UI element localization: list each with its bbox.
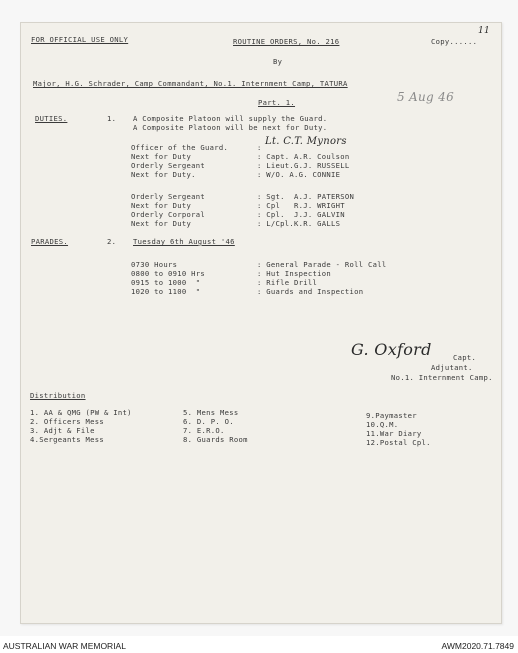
- parades-heading: PARADES.: [31, 237, 69, 246]
- parade-time: 0915 to 1000 ": [131, 278, 201, 287]
- parade-activity: : Hut Inspection: [257, 269, 332, 278]
- duty-role: Orderly Sergeant: [131, 161, 206, 170]
- by-label: By: [273, 57, 283, 66]
- distribution-item: 2. Officers Mess: [30, 417, 105, 426]
- parade-time: 0800 to 0910 Hrs: [131, 269, 206, 278]
- parade-activity: : Rifle Drill: [257, 278, 318, 287]
- duty-role: Next for Duty: [131, 201, 192, 210]
- duty-name: : Lieut.G.J. RUSSELL: [257, 161, 350, 170]
- distribution-item: 8. Guards Room: [183, 435, 248, 444]
- duty-role: Officer of the Guard.: [131, 143, 229, 152]
- distribution-item: 9.Paymaster: [366, 411, 417, 420]
- duty-role: Orderly Sergeant: [131, 192, 206, 201]
- distribution-item: 6. D. P. O.: [183, 417, 234, 426]
- parades-number: 2.: [107, 237, 117, 246]
- handwritten-officer: Lt. C.T. Mynors: [265, 136, 347, 147]
- distribution-heading: Distribution: [30, 391, 86, 400]
- parade-activity: : Guards and Inspection: [257, 287, 364, 296]
- handwritten-date: 5 Aug 46: [397, 90, 455, 104]
- duty-role: Next for Duty: [131, 152, 192, 161]
- duty-name: : L/Cpl.K.R. GALLS: [257, 219, 341, 228]
- duty-name: : Sgt. A.J. PATERSON: [257, 192, 355, 201]
- signature: G. Oxford: [351, 340, 432, 359]
- footer-credit: AUSTRALIAN WAR MEMORIAL: [3, 641, 126, 651]
- duty-role: Next for Duty.: [131, 170, 196, 179]
- copy-label: Copy......: [431, 37, 478, 46]
- order-title: ROUTINE ORDERS, No. 216: [233, 37, 340, 46]
- duty-name: : W/O. A.G. CONNIE: [257, 170, 341, 179]
- distribution-item: 12.Postal Cpl.: [366, 438, 431, 447]
- duties-number: 1.: [107, 114, 117, 123]
- duty-role: Next for Duty: [131, 219, 192, 228]
- signature-title: Adjutant.: [431, 363, 473, 372]
- distribution-item: 7. E.R.O.: [183, 426, 225, 435]
- duty-role: Orderly Corporal: [131, 210, 206, 219]
- copy-number: 11: [478, 26, 491, 36]
- distribution-item: 10.Q.M.: [366, 420, 399, 429]
- signature-rank: Capt.: [453, 353, 477, 362]
- distribution-item: 1. AA & QMG (PW & Int): [30, 408, 132, 417]
- document-sheet: [20, 22, 502, 624]
- distribution-item: 4.Sergeants Mess: [30, 435, 105, 444]
- duty-name: :: [257, 143, 262, 152]
- duty-name: : Cpl R.J. WRIGHT: [257, 201, 345, 210]
- duties-text-line-2: A Composite Platoon will be next for Duty.: [133, 123, 328, 132]
- footer-bar: [0, 638, 518, 653]
- distribution-item: 11.War Diary: [366, 429, 422, 438]
- parade-activity: : General Parade - Roll Call: [257, 260, 387, 269]
- duty-name: : Capt. A.R. Coulson: [257, 152, 350, 161]
- duties-heading: DUTIES.: [35, 114, 68, 123]
- parades-date: Tuesday 6th August '46: [133, 237, 235, 246]
- distribution-item: 5. Mens Mess: [183, 408, 239, 417]
- classification: FOR OFFICIAL USE ONLY: [31, 35, 129, 44]
- footer-accession-number: AWM2020.71.7849: [441, 641, 514, 651]
- duty-name: : Cpl. J.J. GALVIN: [257, 210, 345, 219]
- parade-time: 1020 to 1100 ": [131, 287, 201, 296]
- part-label: Part. 1.: [258, 98, 296, 107]
- distribution-item: 3. Adjt & File: [30, 426, 95, 435]
- duties-text-line-1: A Composite Platoon will supply the Guard.: [133, 114, 328, 123]
- issuer: Major, H.G. Schrader, Camp Commandant, No.1. Internment Camp, TATURA: [33, 79, 348, 88]
- signature-unit: No.1. Internment Camp.: [391, 373, 493, 382]
- parade-time: 0730 Hours: [131, 260, 178, 269]
